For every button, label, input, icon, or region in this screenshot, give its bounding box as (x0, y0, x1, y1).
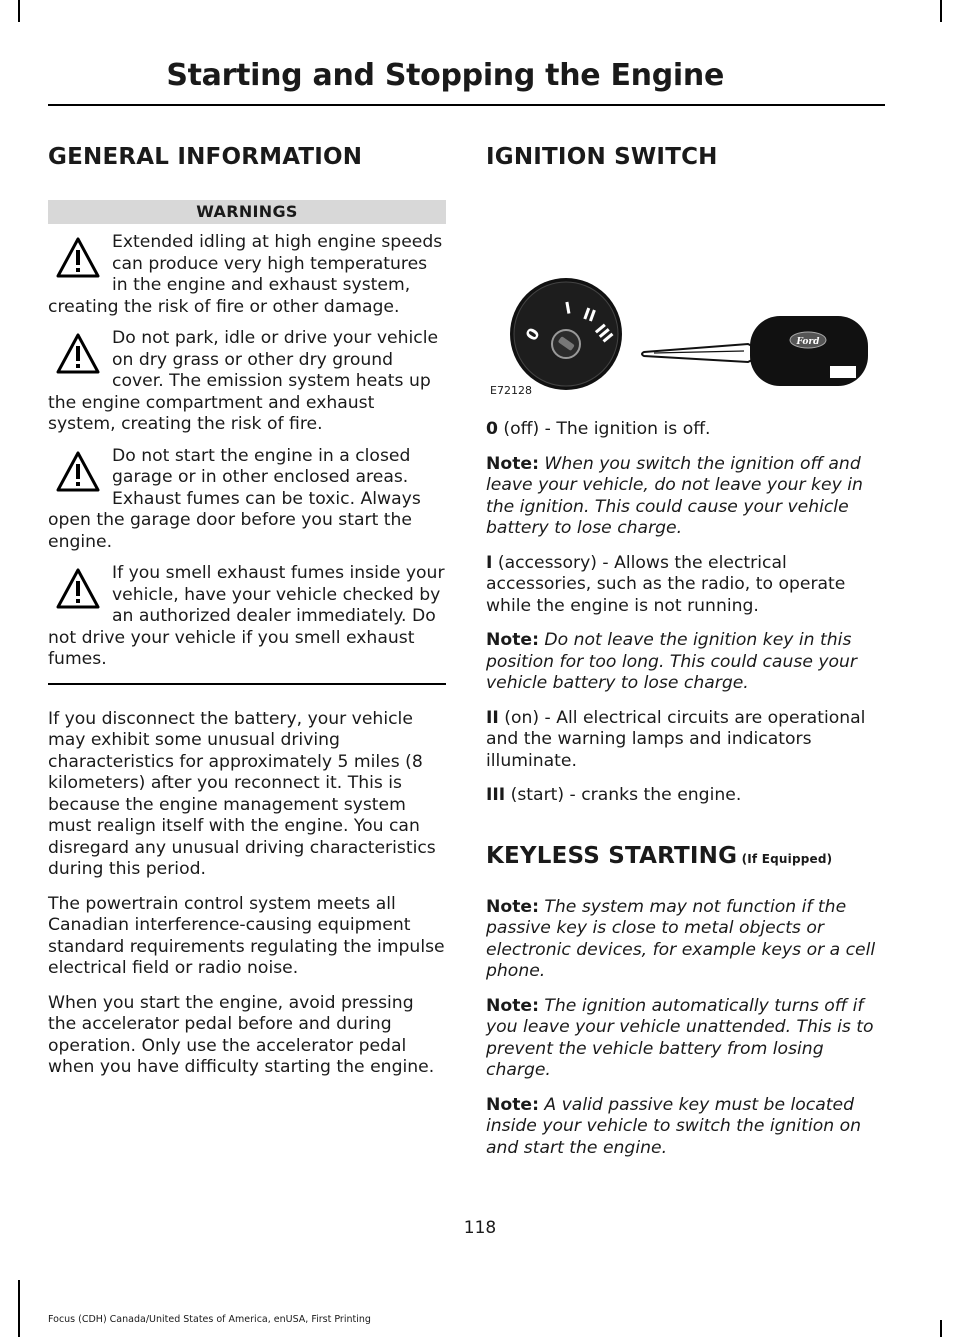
left-column (48, 140, 446, 1092)
body-paragraph: If you disconnect the battery, your vehicle may exhibit some unusual driving characteristics for approximately 5 miles (8 kilometers) after you reconnect it. This is because the engine management system must realign itself with the engine. You can disregard any unusual driving characteristics during this period. (48, 708, 436, 879)
warnings-end-rule (48, 683, 446, 685)
warning-triangle-icon (56, 450, 100, 494)
body-paragraph: When you start the engine, avoid pressing the accelerator pedal before and during operation. Only use the accelerator pedal when you have difficulty starting the engine. (48, 992, 435, 1077)
crop-mark-top-left (18, 0, 20, 22)
right-column (486, 140, 884, 1172)
ignition-switch-figure (486, 194, 884, 419)
warnings-label: WARNINGS (48, 200, 446, 224)
ford-logo: Ford (796, 337, 820, 347)
header-rule (48, 104, 885, 106)
warning-text: Do not park, idle or drive your vehicle on dry grass or other dry ground cover. The emission system heats up the engine compartment and exhaust system, creating the risk of fire. (48, 328, 439, 434)
position-label-I: I (563, 298, 573, 318)
section-heading-general-information: GENERAL INFORMATION (48, 144, 363, 170)
warning-item (48, 328, 446, 436)
position-label-II: II (580, 303, 599, 326)
section-heading-keyless-starting: KEYLESS STARTING (If Equipped) (486, 842, 833, 869)
warning-triangle-icon (56, 567, 100, 611)
figure-code: E72128 (490, 384, 532, 397)
warning-item (48, 232, 446, 318)
list-item: Note: When you switch the ignition off and leave your vehicle, do not leave your key in the ignition. This could cause your vehicle battery to lose charge. (486, 453, 863, 538)
list-item: Note: A valid passive key must be located inside your vehicle to switch the ignition on and start the engine. (486, 1094, 862, 1158)
crop-mark-bottom-left (18, 1280, 20, 1337)
page-number: 118 (463, 1218, 497, 1238)
crop-mark-bottom-right (940, 1320, 942, 1337)
crop-mark-top-right (940, 0, 942, 22)
list-item: I (accessory) - Allows the electrical accessories, such as the radio, to operate while the engine is not running. (486, 552, 846, 616)
warning-item (48, 563, 446, 671)
list-item: Note: The ignition automatically turns off if you leave your vehicle unattended. This is to prevent the vehicle battery from losing charge. (486, 995, 874, 1080)
warning-item (48, 446, 446, 554)
warning-text: Extended idling at high engine speeds can produce very high temperatures in the engine and exhaust system, creating the risk of fire or other damage. (48, 232, 443, 317)
warning-triangle-icon (56, 332, 100, 376)
warning-triangle-icon (56, 236, 100, 280)
ignition-illustration (486, 194, 884, 419)
ignition-positions-list (486, 419, 884, 807)
section-heading-ignition-switch: IGNITION SWITCH (486, 144, 718, 170)
list-item: Note: Do not leave the ignition key in this position for too long. This could cause your vehicle battery to lose charge. (486, 630, 857, 693)
warning-text: If you smell exhaust fumes inside your vehicle, have your vehicle checked by an authorized dealer immediately. Do not drive your vehicle if you smell exhaust fumes. (48, 563, 445, 669)
position-label-0: 0 (521, 324, 544, 345)
position-label-III: III (590, 320, 617, 347)
footer-text: Focus (CDH) Canada/United States of America, enUSA, First Printing (48, 1314, 371, 1325)
list-item: 0 (off) - The ignition is off. (486, 419, 711, 439)
list-item: II (on) - All electrical circuits are operational and the warning lamps and indicators illuminate. (486, 707, 866, 771)
warning-text: Do not start the engine in a closed garage or in other enclosed areas. Exhaust fumes can be toxic. Always open the garage door before you start the engine. (48, 445, 421, 552)
page-title: Starting and Stopping the Engine (166, 58, 724, 93)
list-item: Note: The system may not function if the passive key is close to metal objects or electronic devices, for example keys or a cell phone. (486, 896, 876, 981)
body-paragraph: The powertrain control system meets all Canadian interference-causing equipment standard requirements regulating the impulse electrical field or radio noise. (48, 893, 445, 978)
list-item: III (start) - cranks the engine. (486, 785, 742, 805)
